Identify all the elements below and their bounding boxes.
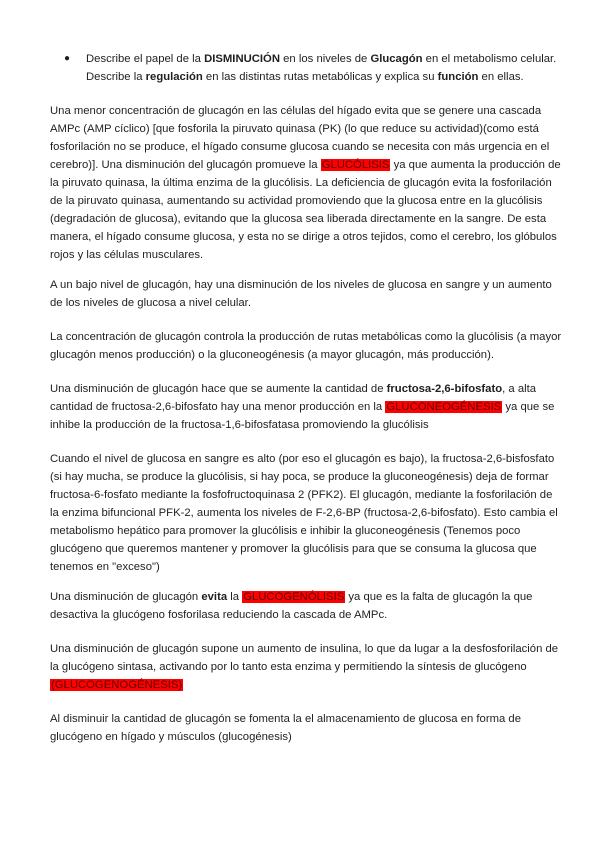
paragraph-rutas-metabolicas: La concentración de glucagón controla la producción de rutas metabólicas como la glucólisis (a mayor glucagón menos producción) o la gluconeogénesis (a mayor glucagón, más producción). (50, 331, 562, 361)
paragraph-fructosa-bisfosfato: Cuando el nivel de glucosa en sangre es alto (por eso el glucagón es bajo), la fructosa-2,6-bisfosfato (si hay mucha, se produce la glucólisis, si hay poca, se produce la gluconeogénesis) deja de formar fructosa-6-fosfato mediante la fosfofructoquinasa 2 (PFK2). El glucagón, mediante la fosforilación de la enzima bifuncional PFK-2, aumenta los niveles de F-2,6-BP (fructosa-2,6-bifosfato). Esto cambia el metabolismo hepático para promover la glucólisis e inhibir la gluconeogénesis (Tenemos poco glucógeno que queremos mantener y promover la glucólisis para que se consuma la glucosa que tenemos en "exceso") (50, 453, 558, 573)
bullet-dot-icon: ● (64, 53, 71, 64)
paragraph-glucosa-sangre: A un bajo nivel de glucagón, hay una disminución de los niveles de glucosa en sangre y un aumento de los niveles de glucosa a nivel celular. (50, 279, 552, 309)
highlight-gluconeogenesis: GLUCONEOGÉNESIS (386, 401, 502, 413)
paragraph-gluconeogenesis: Una disminución de glucagón hace que se aumente la cantidad de fructosa-2,6-bifosfato, a alta cantidad de fructosa-2,6-bifosfato hay una menor producción en la GLUCONEOGÉNESIS ya que se inhibe la producción de la fructosa-1,6-bifosfatasa promoviendo la glucólisis (50, 383, 555, 431)
highlight-glucogenolisis: GLUCOGENÓLISIS (243, 591, 345, 603)
highlight-glucogenogenesis: (GLUCOGENOGÉNESIS) (51, 679, 183, 691)
highlight-glucolisis: GLUCÓLISIS (321, 159, 390, 171)
paragraph-glucolisis: Una menor concentración de glucagón en las células del hígado evita que se genere una cascada AMPc (AMP cíclico) [que fosforila la piruvato quinasa (PK) (lo que reduce su actividad)(como está fosforilación no se produce, el hígado consume glucosa cuando se necesita con más urgencia en el cerebro)]. Una disminución del glucagón promueve la GLUCÓLISIS ya que aumenta la producción de la piruvato quinasa, la última enzima de la glucólisis. La deficiencia de glucagón evita la fosforilación de la piruvato quinasa, aumentando su actividad promoviendo que la glucosa entre en la glucólisis (degradación de glucosa), evitando que la glucosa sea liberada directamente en la sangre. De esta manera, el hígado consume glucosa, y esta no se dirige a otros tejidos, como el cerebro, los glóbulos rojos y las células musculares. (50, 105, 561, 261)
paragraph-almacenamiento: Al disminuir la cantidad de glucagón se fomenta la el almacenamiento de glucosa en forma de glucógeno en hígado y músculos (glucogénesis) (50, 713, 521, 743)
question-bullet (64, 50, 564, 86)
question-text: Describe el papel de la DISMINUCIÓN en los niveles de Glucagón en el metabolismo celular. Describe la regulación en las distintas rutas metabólicas y explica su función en ellas. (86, 53, 557, 83)
paragraph-glucogenolisis: Una disminución de glucagón evita la GLUCOGENÓLISIS ya que es la falta de glucagón la que desactiva la glucógeno fosforilasa reduciendo la cascada de AMPc. (50, 591, 533, 621)
paragraph-glucogenogenesis: Una disminución de glucagón supone un aumento de insulina, lo que da lugar a la desfosforilación de la glucógeno sintasa, activando por lo tanto esta enzima y permitiendo la síntesis de glucógeno (GLUCOGENOGÉNESIS) (50, 643, 559, 691)
